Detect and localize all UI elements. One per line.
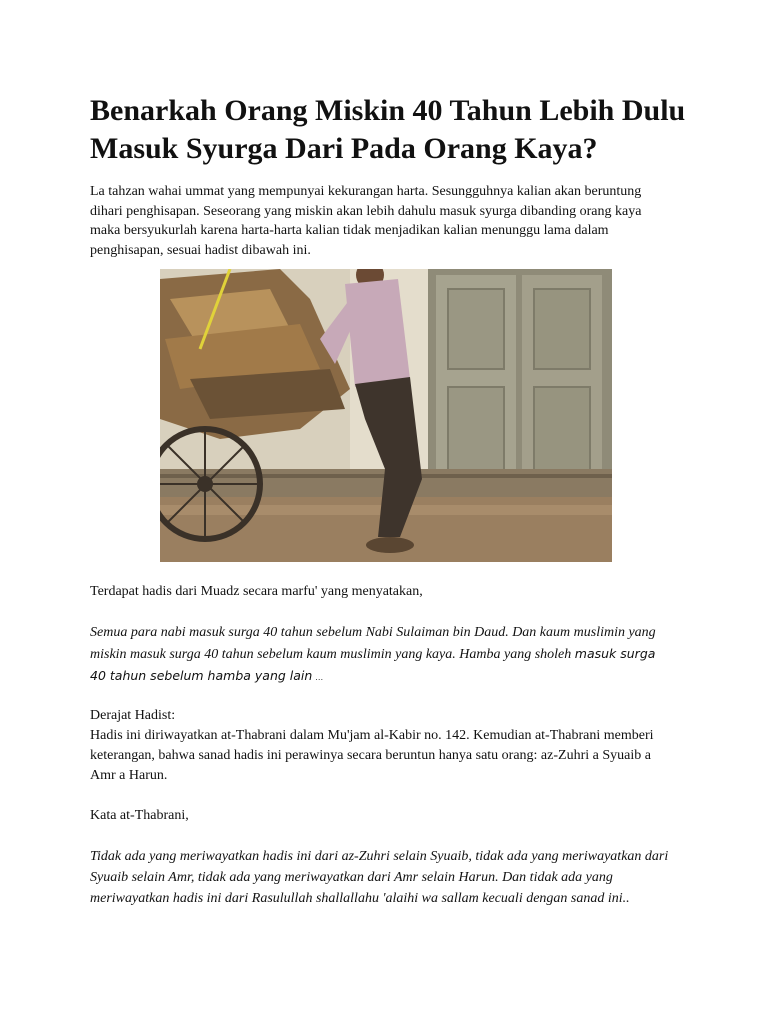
- derajat-heading: Derajat Hadist:: [90, 708, 176, 723]
- quote-hadith: [90, 622, 670, 688]
- paragraph-muadz: Terdapat hadis dari Muadz secara marfu' yang menyatakan,: [90, 584, 423, 599]
- quote-hadith-main: Semua para nabi masuk surga 40 tahun sebelum Nabi Sulaiman bin Daud. Dan kaum muslimin yang miskin masuk surga 40 tahun sebelum kaum muslimin yang kaya. Hamba yang sholeh: [90, 625, 656, 662]
- quote-hadith-tail: masuk surga 40 tahun sebelum hamba yang lain: [90, 646, 656, 683]
- quote-thabrani: Tidak ada yang meriwayatkan hadis ini dari az-Zuhri selain Syuaib, tidak ada yang meriwayatkan dari Syuaib selain Amr, tidak ada yang meriwayatkan dari Amr selain Harun. Dan tidak ada yang meriwayatkan hadis ini dari Rasulullah shallallahu 'alaihi wa sallam kecuali dengan sanad ini..: [90, 849, 669, 906]
- article-title: Benarkah Orang Miskin 40 Tahun Lebih Dulu Masuk Syurga Dari Pada Orang Kaya?: [90, 94, 686, 165]
- derajat-section: [90, 706, 670, 786]
- article-photo: [160, 269, 612, 562]
- derajat-body: Hadis ini diriwayatkan at-Thabrani dalam Mu'jam al-Kabir no. 142. Kemudian at-Thabrani memberi keterangan, bahwa sanad hadis ini perawinya secara beruntun hanya satu orang: az-Zuhri a Syuaib a Amr a Harun.: [90, 728, 654, 783]
- paragraph-thabrani: Kata at-Thabrani,: [90, 808, 189, 823]
- quote-hadith-ellipsis: …: [315, 673, 323, 682]
- intro-paragraph: La tahzan wahai ummat yang mempunyai kekurangan harta. Sesungguhnya kalian akan beruntung dihari penghisapan. Seseorang yang miskin akan lebih dahulu masuk syurga dibanding orang kaya maka bersyukurlah karena harta-harta kalian tidak menjadikan kalian menunggu lama dalam penghisapan, sesuai hadist dibawah ini.: [90, 184, 642, 258]
